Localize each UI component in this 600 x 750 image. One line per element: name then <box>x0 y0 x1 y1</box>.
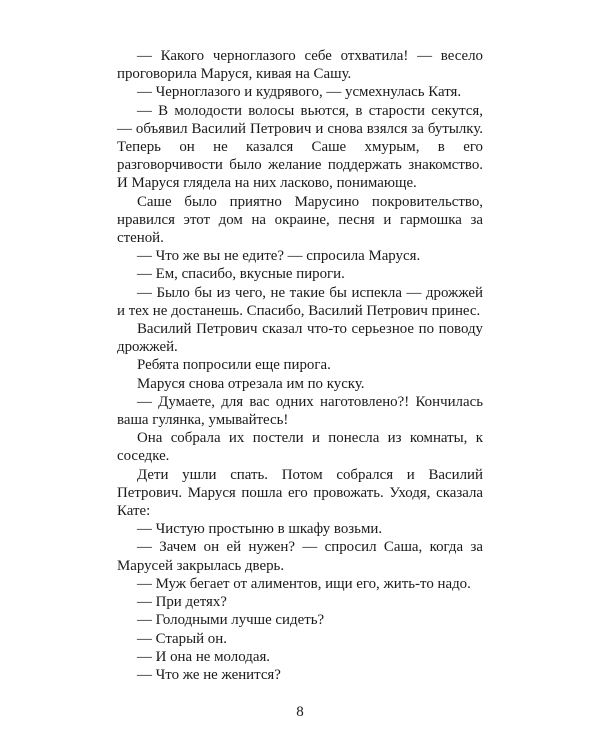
book-page <box>117 47 483 684</box>
paragraph: Саше было приятно Марусино покровительство, нравился этот дом на окраине, песня и гармошка за стеной. <box>117 193 483 247</box>
paragraph: — Что же вы не едите? — спросила Маруся. <box>137 248 421 265</box>
paragraph: — Что же не женится? <box>137 666 281 683</box>
paragraph: — Ем, спасибо, вкусные пироги. <box>137 266 345 283</box>
paragraph: Ребята попросили еще пирога. <box>137 357 331 374</box>
paragraph: — При детях? <box>137 594 227 611</box>
paragraph: Она собрала их постели и понесла из комнаты, к соседке. <box>117 430 483 465</box>
paragraph: Маруся снова отрезала им по куску. <box>137 375 365 392</box>
paragraph: Дети ушли спать. Потом собрался и Василий Петрович. Маруся пошла его провожать. Уходя, сказала Кате: <box>117 466 483 520</box>
paragraph: — В молодости волосы вьются, в старости секутся, — объявил Василий Петрович и снова взялся за бутылку. Теперь он не казался Саше хмурым, в его разговорчивости было желание поддержать знакомство. И Маруся глядела на них ласково, понимающе. <box>117 102 483 192</box>
page-number: 8 <box>296 704 304 720</box>
paragraph: — Какого черноглазого себе отхватила! — весело проговорила Маруся, кивая на Сашу. <box>117 48 483 83</box>
paragraph: — Думаете, для вас одних наготовлено?! Кончилась ваша гулянка, умывайтесь! <box>117 393 483 429</box>
paragraph: Василий Петрович сказал что-то серьезное по поводу дрожжей. <box>117 321 483 356</box>
paragraph: — Было бы из чего, не такие бы испекла — дрожжей и тех не достанешь. Спасибо, Василий Петрович принес. <box>117 284 483 319</box>
paragraph: — Черноглазого и кудрявого, — усмехнулась Катя. <box>137 84 462 101</box>
paragraph: — Муж бегает от алиментов, ищи его, жить-то надо. <box>137 575 471 592</box>
paragraph: — Зачем он ей нужен? — спросил Саша, когда за Марусей закрылась дверь. <box>117 539 483 574</box>
body-text <box>117 47 483 684</box>
paragraph: — И она не молодая. <box>137 648 271 665</box>
paragraph: — Голодными лучше сидеть? <box>137 612 325 629</box>
paragraph: — Чистую простыню в шкафу возьми. <box>137 521 383 538</box>
paragraph: — Старый он. <box>137 630 227 647</box>
